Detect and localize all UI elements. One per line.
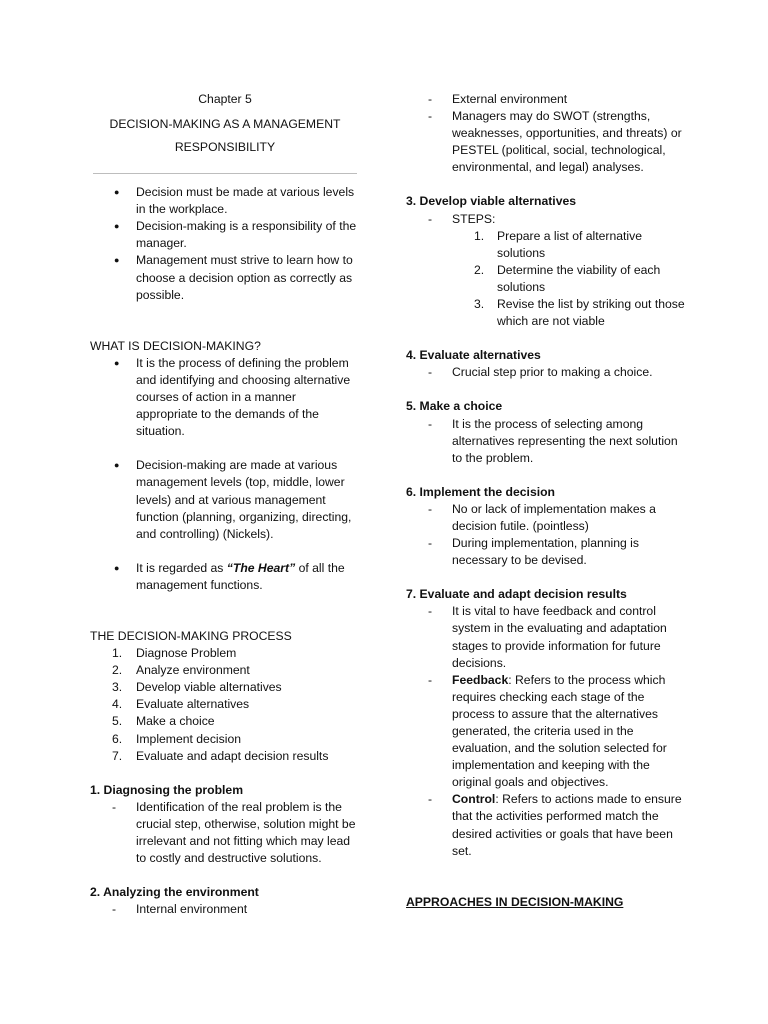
process-step: 6. Implement decision <box>112 731 241 746</box>
diagnosing-heading: 1. Diagnosing the problem <box>90 782 244 797</box>
intro-bullet-list <box>90 184 360 304</box>
evaluate-item: - Crucial step prior to making a choice. <box>406 364 686 381</box>
evaluate-list <box>406 364 686 381</box>
approaches-heading: APPROACHES IN DECISION-MAKING <box>406 894 624 909</box>
document-title-line-2: RESPONSIBILITY <box>174 140 276 155</box>
implement-item: - No or lack of implementation makes a decision futile. (pointless) <box>406 501 686 535</box>
what-is-heading: WHAT IS DECISION-MAKING? <box>90 338 261 353</box>
process-step: 4. Evaluate alternatives <box>112 697 250 712</box>
intro-bullet: ● Management must strive to learn how to choose a decision option as correctly as possible. <box>90 252 360 303</box>
develop-steps-label: - STEPS: <box>406 211 686 228</box>
process-step-list <box>90 645 360 765</box>
left-column <box>90 91 360 918</box>
process-step: 5. Make a choice <box>112 714 215 729</box>
document-title-line-1: DECISION-MAKING AS A MANAGEMENT <box>109 117 341 132</box>
develop-list <box>406 211 686 228</box>
control-term: Control <box>452 792 496 807</box>
right-column <box>406 91 686 911</box>
implement-heading: 6. Implement the decision <box>406 484 555 499</box>
control-item: - Control: Refers to actions made to ensure that the activities performed match the desired activities or goals that have been set. <box>406 791 686 859</box>
develop-step: 1. Prepare a list of alternative solutions <box>474 228 642 260</box>
analyzing-item: - Internal environment <box>90 901 360 918</box>
analyzing-heading: 2. Analyzing the environment <box>90 885 259 900</box>
process-step: 2. Analyze environment <box>112 663 250 678</box>
feedback-term: Feedback <box>452 672 509 687</box>
feedback-item: - Feedback: Refers to the process which requires checking each stage of the process to assure that the alternatives generated, the criteria used in the evaluation, and the solution selected for implementation and keeping with the original goals and objectives. <box>406 672 686 792</box>
choice-list <box>406 416 686 467</box>
diagnosing-item: - Identification of the real problem is the crucial step, otherwise, solution might be irrelevant and not fitting which may lead to costly and destructive solutions. <box>90 799 360 867</box>
adapt-item: - It is vital to have feedback and control system in the evaluating and adaptation stages to provide information for future decisions. <box>406 603 686 671</box>
process-step: 1. Diagnose Problem <box>112 646 237 661</box>
process-heading: THE DECISION-MAKING PROCESS <box>90 628 292 643</box>
adapt-list <box>406 603 686 859</box>
develop-step: 3. Revise the list by striking out those which are not viable <box>474 297 685 329</box>
process-step: 3. Develop viable alternatives <box>112 680 282 695</box>
process-step: 7. Evaluate and adapt decision results <box>112 748 329 763</box>
diagnosing-list <box>90 799 360 867</box>
intro-bullet: ● Decision-making is a responsibility of the manager. <box>90 218 360 252</box>
intro-bullet: ● Decision must be made at various levels in the workplace. <box>90 184 360 218</box>
analyzing-item: - External environment <box>406 91 686 108</box>
chapter-label: Chapter 5 <box>198 92 252 106</box>
analyzing-list-left <box>90 901 360 918</box>
choice-heading: 5. Make a choice <box>406 399 503 414</box>
the-heart-emphasis: “The Heart” <box>226 560 296 575</box>
analyzing-item: - Managers may do SWOT (strengths, weaknesses, opportunities, and threats) or PESTEL (political, social, technological, environmental, and legal) analyses. <box>406 108 686 176</box>
evaluate-heading: 4. Evaluate alternatives <box>406 348 541 363</box>
implement-list <box>406 501 686 569</box>
title-divider <box>93 173 357 174</box>
choice-item: - It is the process of selecting among alternatives representing the next solution to the problem. <box>406 416 686 467</box>
adapt-heading: 7. Evaluate and adapt decision results <box>406 587 627 602</box>
what-is-bullet: ● It is the process of defining the problem and identifying and choosing alternative courses of action in a manner appropriate to the demands of the situation. <box>90 355 360 440</box>
what-is-bullet: ● Decision-making are made at various management levels (top, middle, lower levels) and at various management function (planning, organizing, directing, and controlling) (Nickels). <box>90 457 360 542</box>
develop-step-list <box>406 228 686 331</box>
develop-step: 2. Determine the viability of each solutions <box>474 262 661 294</box>
develop-heading: 3. Develop viable alternatives <box>406 194 577 209</box>
analyzing-list-right <box>406 91 686 176</box>
what-is-bullet-heart: ● It is regarded as “The Heart” of all the management functions. <box>90 560 360 594</box>
what-is-bullet-list <box>90 355 360 440</box>
implement-item: - During implementation, planning is necessary to be devised. <box>406 535 686 569</box>
